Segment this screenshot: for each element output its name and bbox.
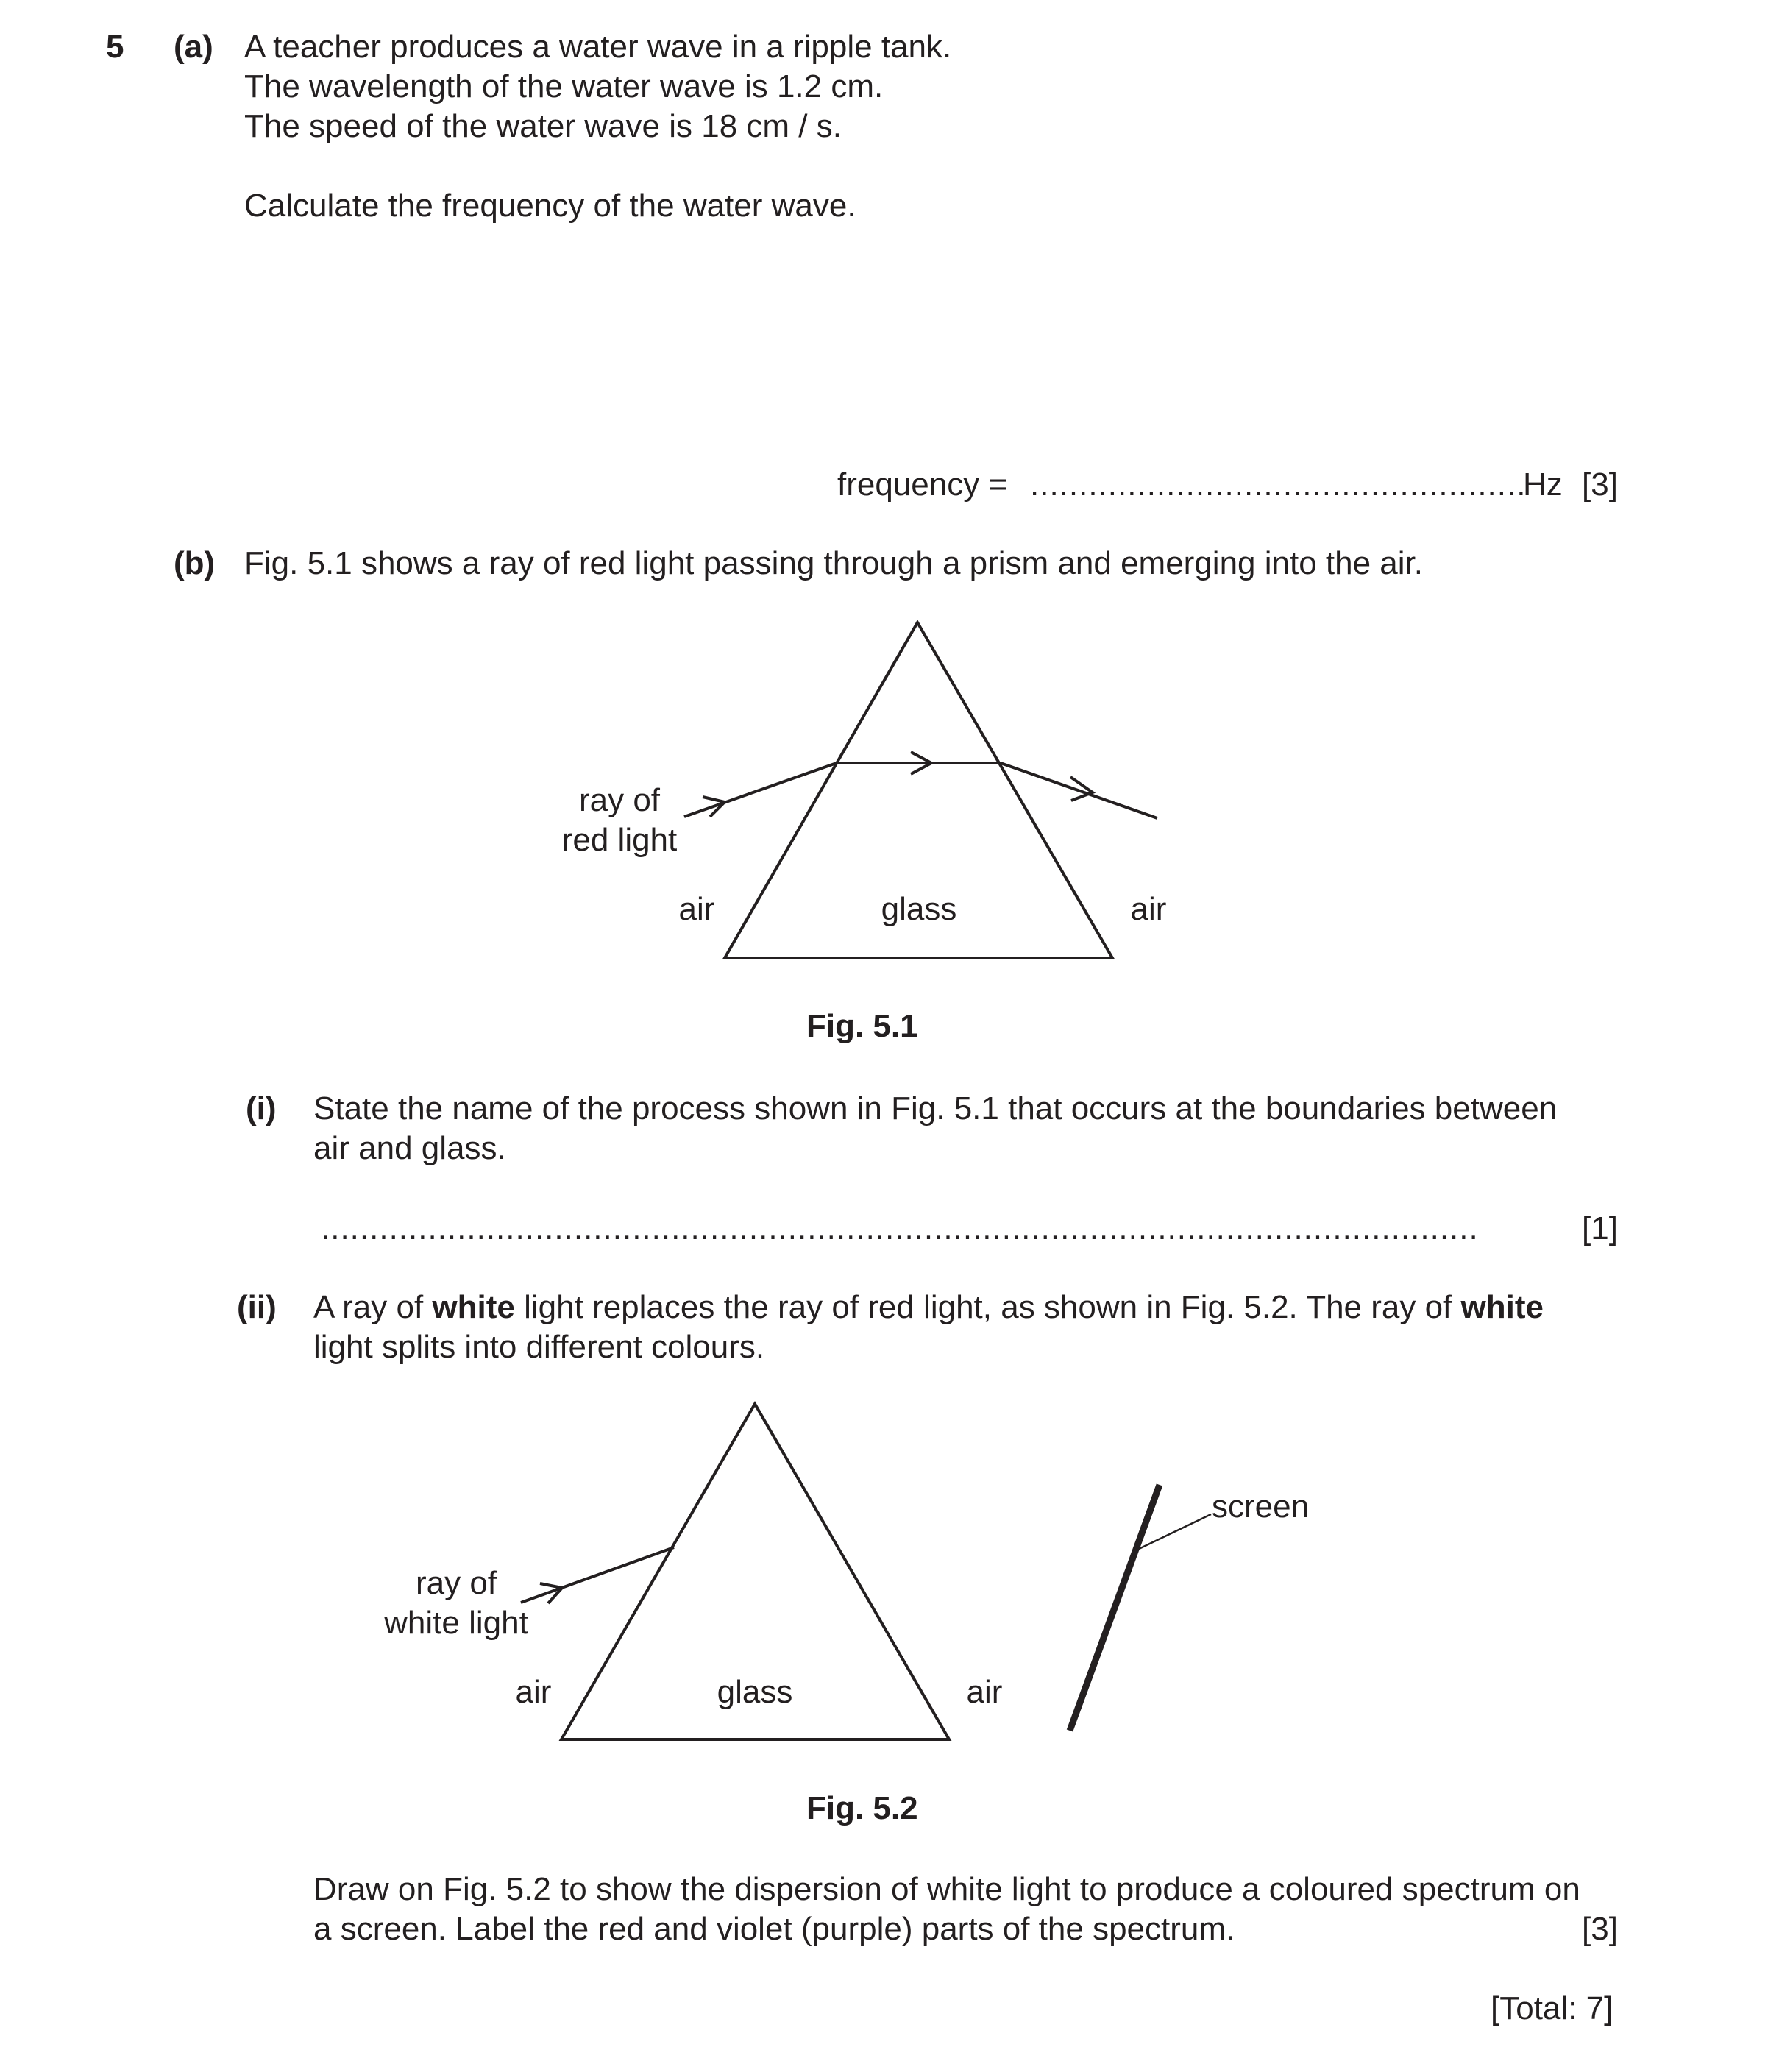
part-a-line-3: The speed of the water wave is 18 cm / s. [244,108,842,144]
fig-5-1-caption: Fig. 5.1 [806,1008,918,1044]
incident-ray-2 [521,1547,674,1603]
fig2-glass: glass [717,1674,793,1710]
draw-instruction-line-1: Draw on Fig. 5.2 to show the dispersion of white light to produce a coloured spectrum on [313,1871,1580,1907]
part-a-marks: [3] [1582,466,1618,503]
fig1-ray-label-line2: red light [561,822,678,858]
fig1-glass: glass [881,891,957,927]
sub-i-line-1: State the name of the process shown in Fig. 5.1 that occurs at the boundaries between [313,1090,1558,1127]
sub-ii-label: (ii) [237,1289,277,1325]
frequency-unit: Hz [1523,466,1563,503]
total-marks: [Total: 7] [1491,1990,1613,2026]
sub-ii-marks: [3] [1582,1911,1618,1947]
fig2-air-right: air [966,1674,1003,1710]
fig2-air-left: air [515,1674,552,1710]
part-a-line-1: A teacher produces a water wave in a ripple tank. [244,29,952,65]
part-a-line-2: The wavelength of the water wave is 1.2 cm. [244,68,884,104]
sub-ii-line-1: A ray of white light replaces the ray of red light, as shown in Fig. 5.2. The ray of white [313,1289,1544,1325]
sub-i-line-2: air and glass. [313,1130,506,1166]
fig1-ray-label-line1: ray of [578,782,661,818]
sub-i-marks: [1] [1582,1210,1618,1246]
fig1-air-right: air [1130,891,1167,927]
part-b-label: (b) [174,545,216,581]
incident-ray-1 [684,763,837,817]
fig-5-2-diagram [0,1383,1779,1795]
fig2-screen-label: screen [1212,1489,1310,1525]
part-b-intro: Fig. 5.1 shows a ray of red light passing through a prism and emerging into the air. [244,545,1423,581]
fig2-ray-label-line1: ray of [415,1565,497,1601]
sub-ii-line-2: light splits into different colours. [313,1329,765,1365]
frequency-answer-line[interactable]: ................................................... [1030,466,1527,503]
emergent-ray-1 [1001,763,1157,818]
fig2-ray-label-line2: white light [384,1605,528,1641]
sub-i-label: (i) [246,1090,277,1127]
fig-5-2-caption: Fig. 5.2 [806,1790,918,1826]
draw-instruction-line-2: a screen. Label the red and violet (purple) parts of the spectrum. [313,1911,1235,1947]
screen [1070,1485,1160,1731]
part-a-label: (a) [174,29,213,65]
fig1-air-left: air [678,891,715,927]
sub-i-answer-line[interactable]: ....................................................................................................................... [321,1210,1479,1246]
question-number: 5 [106,29,124,65]
frequency-answer-prefix: frequency = [837,466,1008,503]
part-a-instruction: Calculate the frequency of the water wave. [244,188,856,224]
